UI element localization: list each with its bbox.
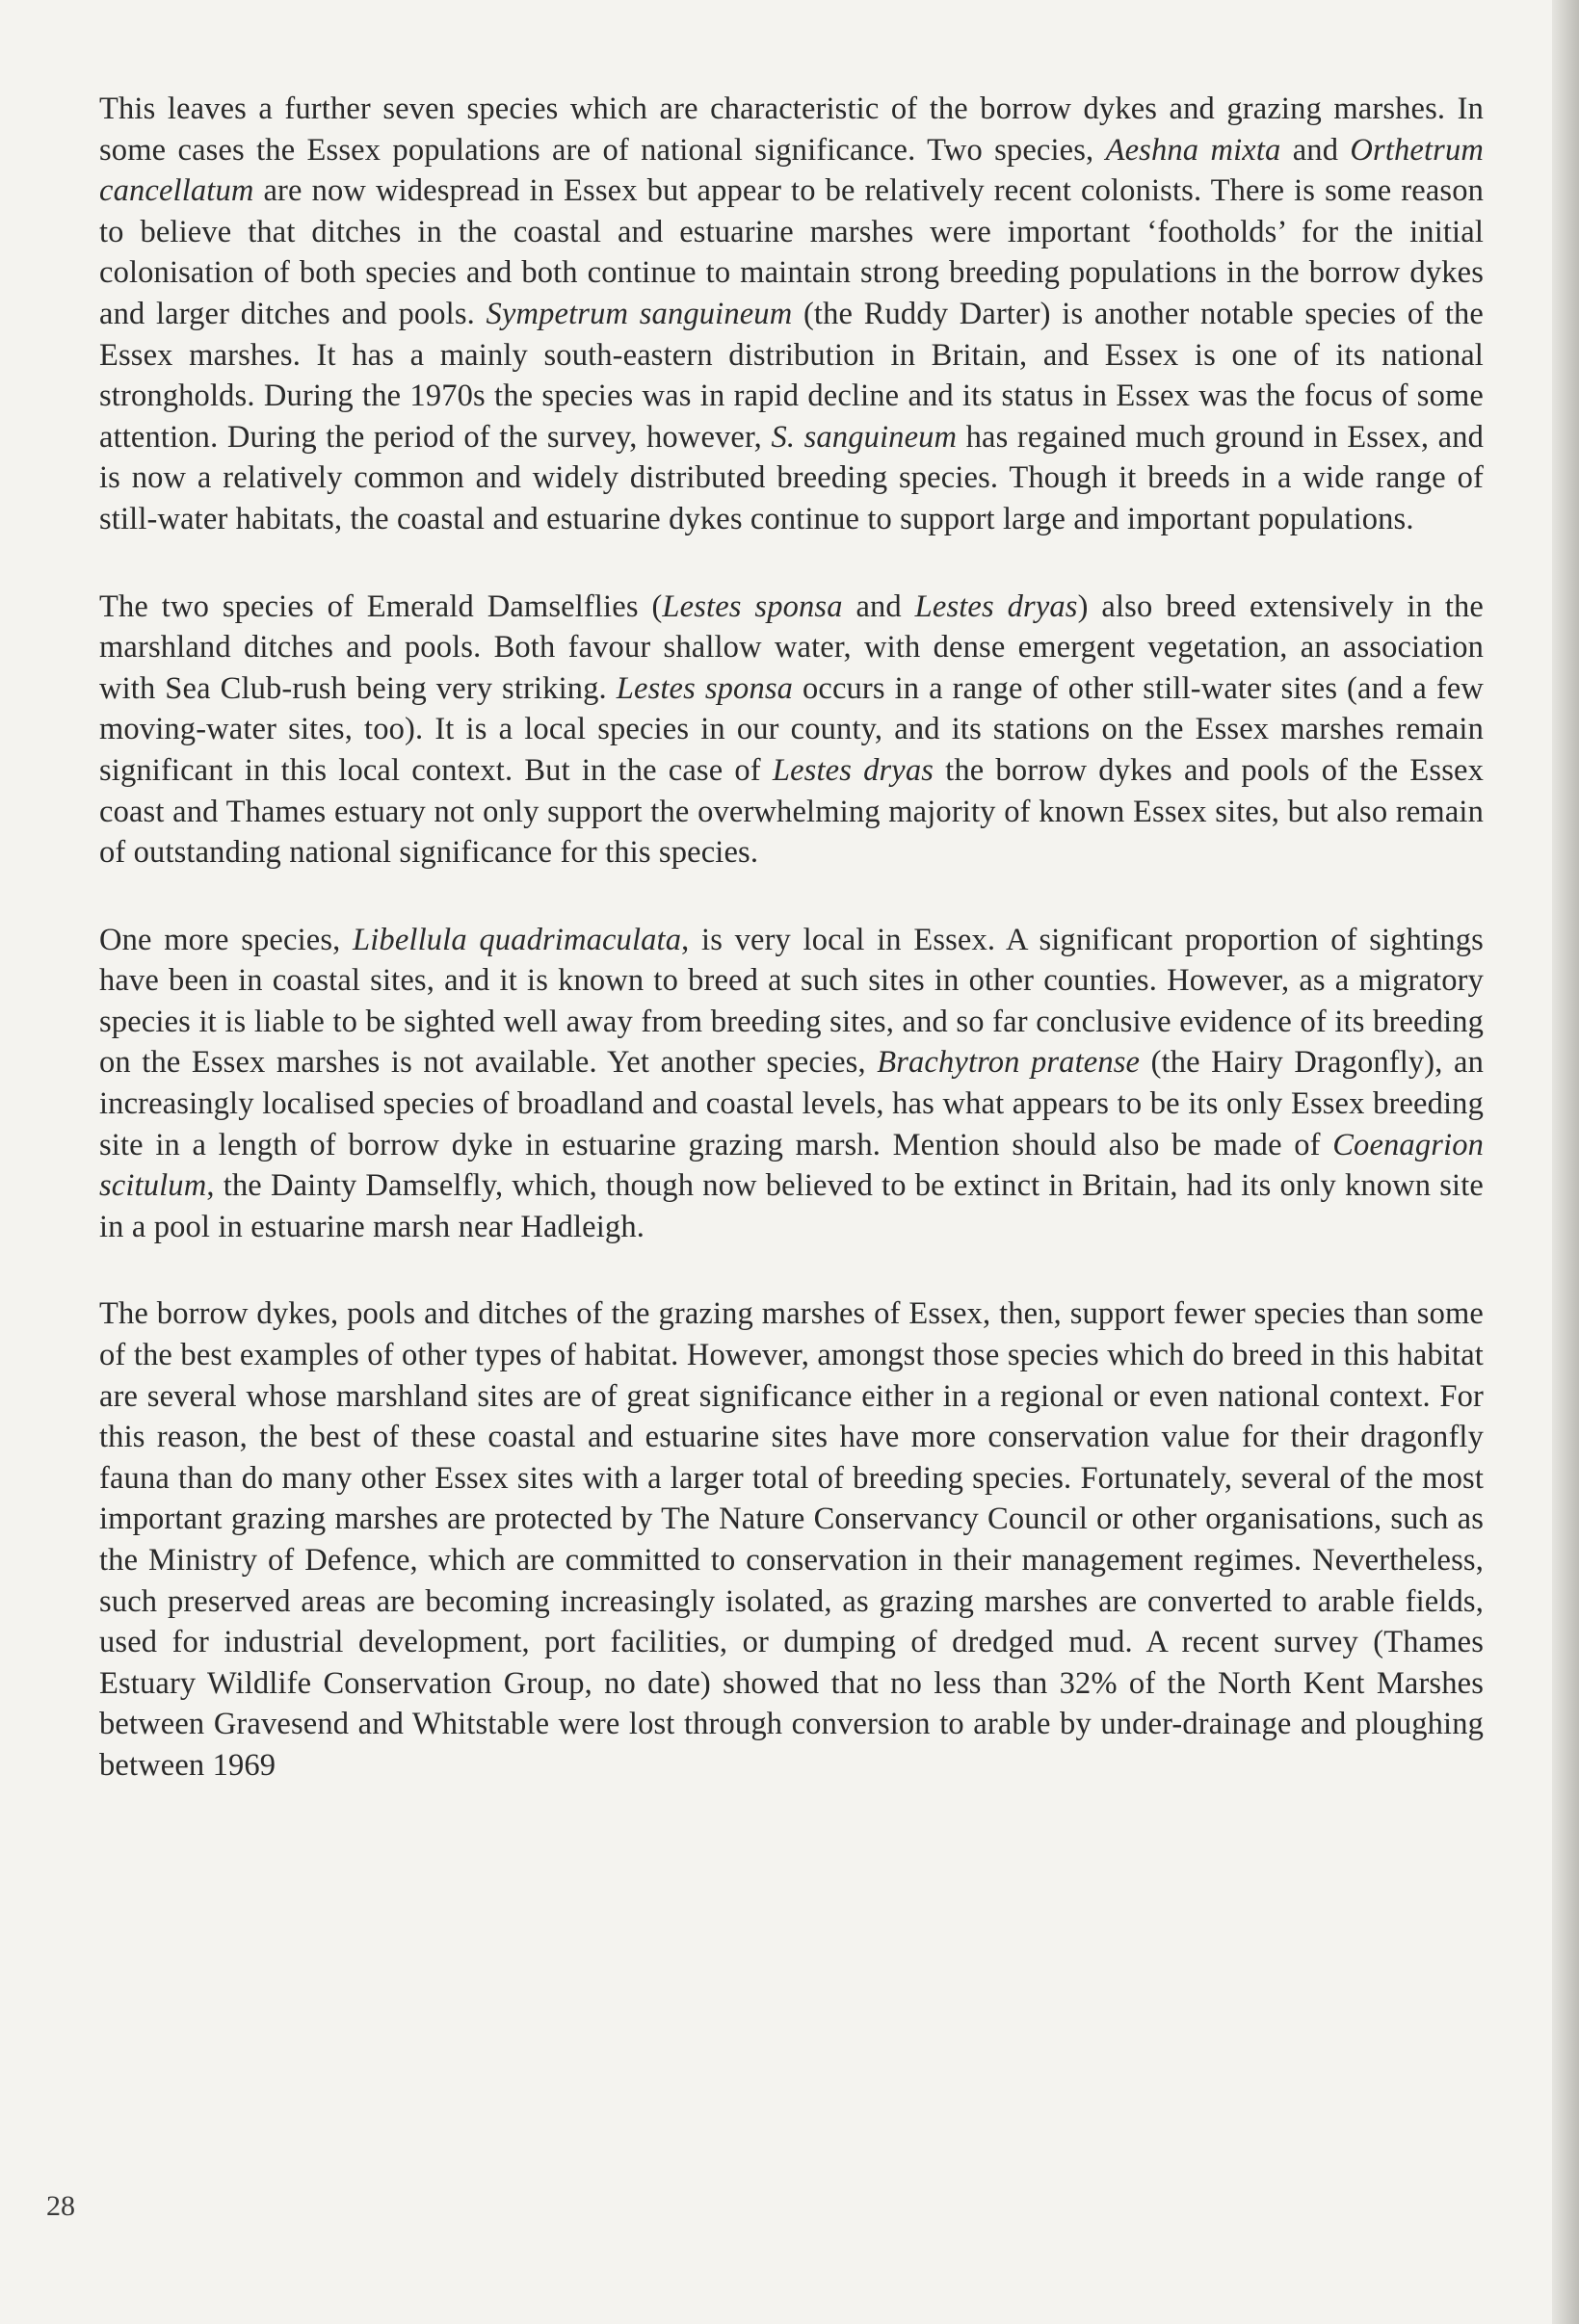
body-text	[99, 89, 1484, 1833]
text-run: has regained much ground in Essex, and is now a relatively common and widely distributed breeding species. Though it breeds in a wide range of still-water habitats, the coastal and estuarine dykes continue to support large and important populations.	[99, 419, 1484, 536]
text-run: (the Ruddy Darter) is another notable species of the Essex marshes. It has a mainly south-eastern distribution in Britain, and Essex is one of its national strongholds. During the 1970s the species was in rapid decline and its status in Essex was the focus of some attention. During the period of the survey, however,	[99, 296, 1485, 455]
text-run: , the Dainty Damselfly, which, though now believed to be extinct in Britain, had its only known site in a pool in estuarine marsh near Hadleigh.	[99, 1168, 1484, 1244]
text-run: the borrow dykes and pools of the Essex coast and Thames estuary not only support the overwhelming majority of known Essex sites, but also remain of outstanding national significance for this species.	[99, 752, 1484, 871]
text-run: are now widespread in Essex but appear to be relatively recent colonists. There is some reason to believe that ditches in the coastal and estuarine marshes were important ‘footholds’ for the initial colonisation of both species and both continue to maintain strong breeding populations in the borrow dykes and larger ditches and pools.	[99, 173, 1484, 331]
species-name: Sympetrum sanguineum	[486, 296, 793, 331]
page-number: 28	[46, 2190, 75, 2222]
text-run: occurs in a range of other still-water sites (and a few moving-water sites, too). It is a local species in our county, and its stations on the Essex marshes remain significant in this local context. But in the case of	[99, 670, 1484, 788]
text-run: and	[842, 588, 915, 624]
species-name: Coenagrion scitulum	[99, 1127, 1484, 1204]
paragraph	[99, 1293, 1484, 1786]
species-name: Lestes dryas	[772, 752, 934, 788]
species-name: Lestes sponsa	[662, 588, 843, 624]
paragraph	[99, 920, 1484, 1248]
text-run: , is very local in Essex. A significant proportion of sightings have been in coastal sites, and it is known to breed at such sites in other counties. However, as a migratory species it is liable to be sighted well away from breeding sites, and so far conclusive evidence of its breeding on the Essex marshes is not available. Yet another species,	[99, 922, 1484, 1081]
text-run: One more species,	[99, 922, 354, 957]
text-run: This leaves a further seven species which are characteristic of the borrow dykes and grazing marshes. In some cases the Essex populations are of national significance. Two species,	[99, 91, 1484, 168]
species-name: Brachytron pratense	[877, 1045, 1141, 1081]
text-run: ) also breed extensively in the marshland ditches and pools. Both favour shallow water, with dense emergent vegetation, an association with Sea Club-rush being very striking.	[99, 588, 1484, 706]
species-name: Aeshna mixta	[1105, 132, 1281, 168]
text-run: The two species of Emerald Damselflies (	[99, 588, 663, 624]
paragraph	[99, 587, 1484, 874]
text-run: (the Hairy Dragonfly), an increasingly localised species of broadland and coastal levels, has what appears to be its only Essex breeding site in a length of borrow dyke in estuarine grazing marsh. Mention should also be made of	[99, 1045, 1484, 1162]
species-name: Orthetrum cancellatum	[99, 132, 1484, 209]
paragraph	[99, 89, 1484, 540]
species-name: Lestes dryas	[914, 588, 1078, 624]
species-name: S. sanguineum	[771, 419, 958, 455]
page-edge	[1552, 0, 1579, 2324]
text-run: The borrow dykes, pools and ditches of the grazing marshes of Essex, then, support fewer species than some of the best examples of other types of habitat. However, amongst those species which do breed in this habitat are several whose marshland sites are of great significance either in a regional or even national context. For this reason, the best of these coastal and estuarine sites have more conservation value for their dragonfly fauna than do many other Essex sites with a larger total of breeding species. Fortunately, several of the most important grazing marshes are protected by The Nature Conservancy Council or other organisations, such as the Ministry of Defence, which are committed to conservation in their management regimes. Nevertheless, such preserved areas are becoming increasingly isolated, as grazing marshes are converted to arable fields, used for industrial development, port facilities, or dumping of dredged mud. A recent survey (Thames Estuary Wildlife Conservation Group, no date) showed that no less than 32% of the North Kent Marshes between Gravesend and Whitstable were lost through conversion to arable by under-drainage and ploughing between 1969	[99, 1296, 1484, 1783]
species-name: Lestes sponsa	[616, 670, 794, 706]
species-name: Libellula quadrimaculata	[353, 922, 682, 957]
text-run: and	[1280, 132, 1351, 168]
